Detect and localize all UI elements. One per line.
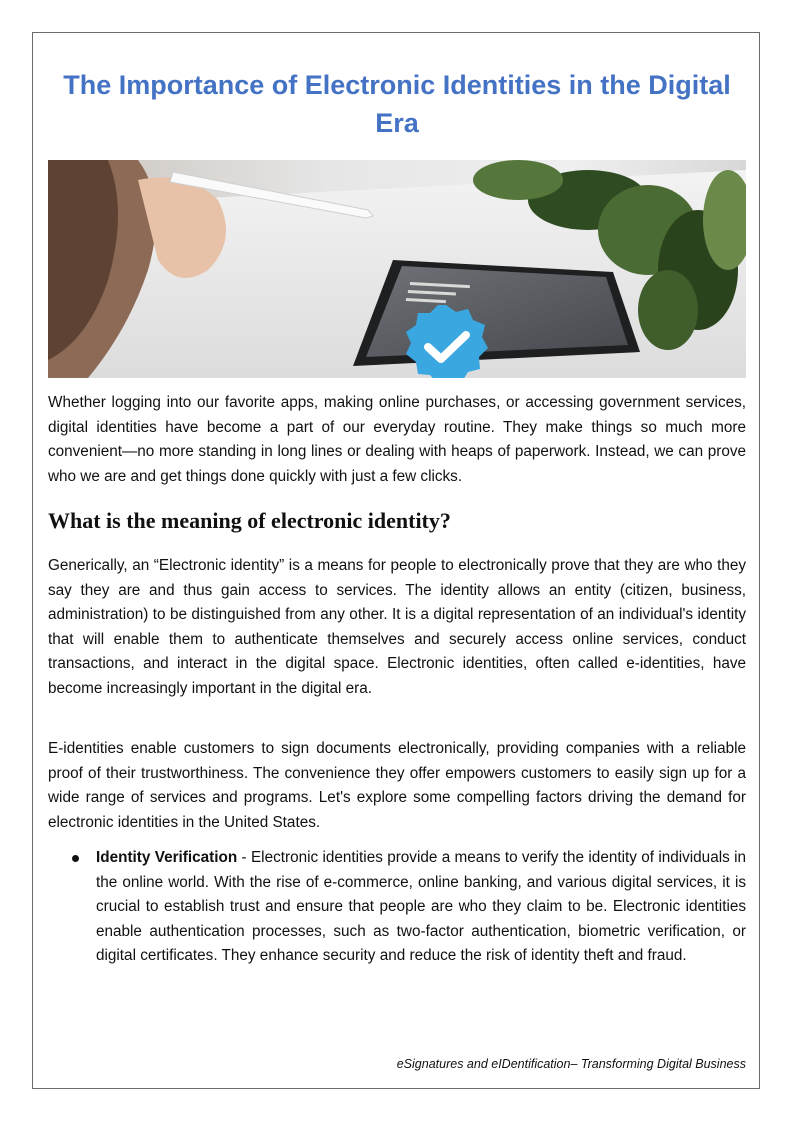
bullet-dot-icon bbox=[72, 855, 79, 862]
section-heading: What is the meaning of electronic identity? bbox=[48, 508, 451, 533]
bullet-item bbox=[48, 846, 746, 969]
page-footer: eSignatures and eIDentification– Transforming Digital Business bbox=[396, 1057, 746, 1071]
bullet-text: - Electronic identities provide a means to verify the identity of individuals in the online world. With the rise of e-commerce, online banking, and various digital services, it is crucial to establish trust and ensure that people are who they claim to be. Electronic identities enable authentication processes, such as two-factor authentication, biometric verification, or digital certificates. They enhance security and reduce the risk of identity theft and fraud. bbox=[96, 849, 746, 964]
tablet-device bbox=[353, 260, 640, 366]
bullet-term: Identity Verification bbox=[96, 849, 238, 866]
body-paragraph-1: Generically, an “Electronic identity” is a means for people to electronically prove that they are who they say they are and thus gain access to services. The identity allows an entity (citizen, business, administration) to be distinguished from any other. It is a digital representation of an individual's identity that will enable them to authenticate themselves and securely access online services, conduct transactions, and interact in the digital space. Electronic identities, often called e-identities, have become increasingly important in the digital era. bbox=[48, 557, 746, 697]
hero-photo-tablet-checkmark bbox=[48, 160, 746, 378]
intro-paragraph: Whether logging into our favorite apps, making online purchases, or accessing government services, digital identities have become a part of our everyday routine. They make things so much more convenient—no more standing in long lines or dealing with heaps of paperwork. Instead, we can prove who we are and get things done quickly with just a few clicks. bbox=[48, 394, 746, 485]
bullet-list bbox=[48, 846, 746, 969]
body-paragraph-2: E-identities enable customers to sign documents electronically, providing companies with a reliable proof of their trustworthiness. The convenience they offer empowers customers to easily sign up for a wide range of services and programs. Let's explore some compelling factors driving the demand for electronic identities in the United States. bbox=[48, 740, 746, 831]
page-title: The Importance of Electronic Identities in the Digital Era bbox=[63, 70, 731, 138]
